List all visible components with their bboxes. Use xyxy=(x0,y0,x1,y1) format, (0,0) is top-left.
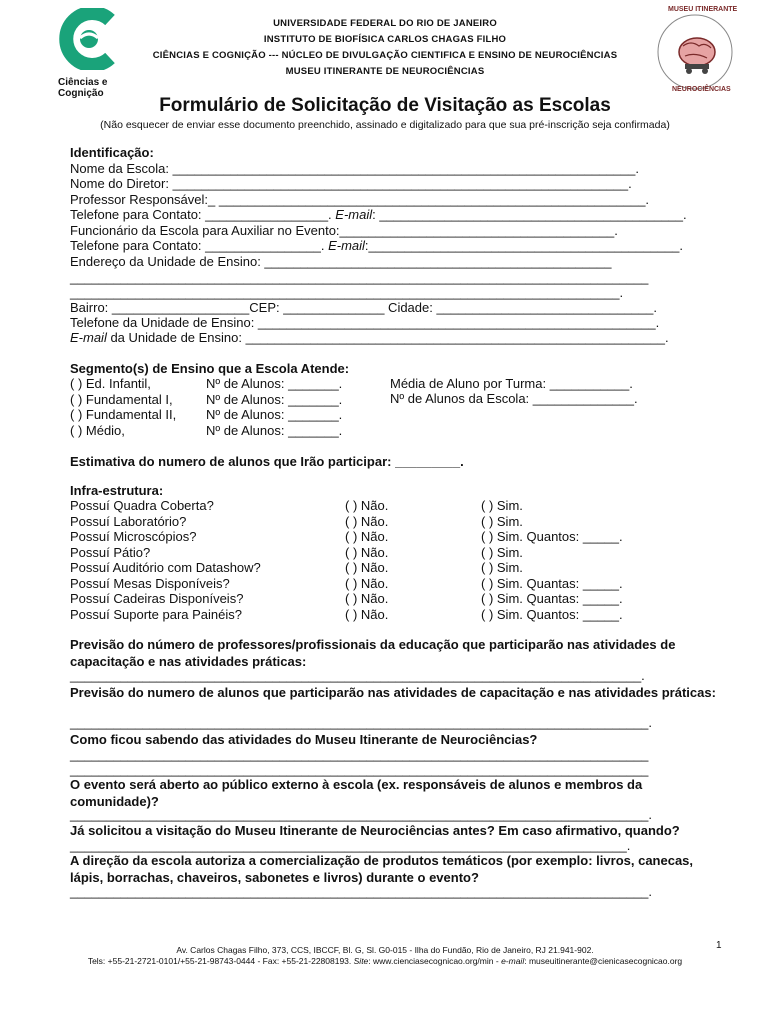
endereco-line-2[interactable]: ________________________________________________________________________________ xyxy=(70,270,649,285)
logo-text-1: Ciências e xyxy=(58,77,108,88)
infra-nao-checkbox[interactable]: ( ) Não. xyxy=(345,575,389,591)
answer-publico-externo-line[interactable]: ________________________________________________________________________________. xyxy=(70,807,653,822)
telefone-contato-1-field[interactable] xyxy=(70,207,687,222)
telefone-unidade-field[interactable]: Telefone da Unidade de Ensino: _______________________________________________________. xyxy=(70,315,660,330)
header-line-4: MUSEU ITINERANTE DE NEUROCIÊNCIAS xyxy=(285,66,485,77)
infra-nao-checkbox[interactable]: ( ) Não. xyxy=(345,529,389,544)
infra-nao-checkbox[interactable]: ( ) Não. xyxy=(345,606,389,622)
infra-sim-checkbox[interactable]: ( ) Sim. xyxy=(481,560,523,575)
infra-sim-checkbox[interactable]: ( ) Sim. Quantas: _____. xyxy=(481,591,623,606)
logo-text-2: Cognição xyxy=(58,88,104,99)
estimativa-field[interactable]: Estimativa do numero de alunos que Irão participar: _________. xyxy=(70,454,464,469)
segmento-checkbox[interactable]: ( ) Fundamental I, xyxy=(70,391,173,407)
segmento-alunos-field[interactable]: Nº de Alunos: _______. xyxy=(206,422,343,438)
telefone-2-label: Telefone para Contato: ________________. xyxy=(70,238,329,253)
email-unidade-label: E-mail xyxy=(70,330,107,345)
email-label-2: E-mail xyxy=(328,238,365,253)
telefone-contato-2-field[interactable] xyxy=(70,238,683,253)
nome-escola-field[interactable]: Nome da Escola: ________________________________________________________________. xyxy=(70,161,639,176)
segmento-checkbox[interactable]: ( ) Médio, xyxy=(70,422,125,438)
header-line-2: INSTITUTO DE BIOFÍSICA CARLOS CHAGAS FILHO xyxy=(263,34,507,45)
right-logo-text-top: MUSEU ITINERANTE xyxy=(668,6,738,13)
segmento-alunos-field[interactable]: Nº de Alunos: _______. xyxy=(206,407,343,422)
form-title: Formulário de Solicitação de Visitação as Escolas xyxy=(159,95,611,116)
infra-question: Possuí Quadra Coberta? xyxy=(70,498,214,513)
infra-sim-checkbox[interactable]: ( ) Sim. Quantos: _____. xyxy=(481,529,623,544)
answer-como-soube-line-1[interactable]: ________________________________________________________________________________ xyxy=(70,747,649,762)
footer-site[interactable]: : www.cienciasecognicao.org/min - xyxy=(368,956,502,966)
segmento-checkbox[interactable]: ( ) Fundamental II, xyxy=(70,407,177,422)
infra-question: Possuí Mesas Disponíveis? xyxy=(70,575,230,591)
question-publico-externo: O evento será aberto ao público externo à escola (ex. responsáveis de alunos e membros da comunidade)? xyxy=(70,777,643,809)
infra-question: Possuí Suporte para Painéis? xyxy=(70,606,242,622)
footer-email[interactable]: : museuitinerante@cienicasecognicao.org xyxy=(524,956,683,966)
segmentos-heading: Segmento(s) de Ensino que a Escola Atende: xyxy=(70,361,350,376)
endereco-line-3[interactable]: ____________________________________________________________________________. xyxy=(70,285,624,300)
segmento-checkbox[interactable]: ( ) Ed. Infantil, xyxy=(70,376,151,391)
segmento-alunos-field[interactable]: Nº de Alunos: _______. xyxy=(206,391,343,407)
infra-question: Possuí Auditório com Datashow? xyxy=(70,560,261,575)
footer-tels: Tels: +55-21-2721-0101/+55-21-98743-0444 - Fax: +55-21-22808193. xyxy=(87,956,354,966)
form-subtitle: (Não esquecer de enviar esse documento preenchido, assinado e digitalizado para que sua pré-inscrição seja confirmada) xyxy=(100,119,670,131)
media-turma-field[interactable]: Média de Aluno por Turma: ___________. xyxy=(390,376,633,391)
infra-nao-checkbox[interactable]: ( ) Não. xyxy=(345,591,389,606)
answer-comercializacao-line[interactable]: ________________________________________________________________________________. xyxy=(70,884,653,899)
question-visitacao-antes: Já solicitou a visitação do Museu Itinerante de Neurociências antes? Em caso afirmativo, quando? xyxy=(70,823,680,838)
infra-sim-checkbox[interactable]: ( ) Sim. Quantos: _____. xyxy=(481,606,623,622)
header-line-1: UNIVERSIDADE FEDERAL DO RIO DE JANEIRO xyxy=(273,18,497,29)
answer-como-soube-line-2[interactable]: ________________________________________________________________________________ xyxy=(70,762,649,777)
answer-alunos-line[interactable]: ________________________________________________________________________________. xyxy=(70,715,653,730)
email-2-fill: :___________________________________________. xyxy=(364,238,684,253)
email-unidade-field[interactable] xyxy=(70,330,669,345)
page-number: 1 xyxy=(716,940,722,951)
infra-sim-checkbox[interactable]: ( ) Sim. xyxy=(481,544,523,560)
question-alunos: Previsão do numero de alunos que participarão nas atividades de capacitação e nas atividades práticas: xyxy=(70,685,716,700)
answer-visitacao-antes-line[interactable]: _____________________________________________________________________________. xyxy=(70,838,631,853)
email-label-1: E-mail xyxy=(335,207,373,222)
infra-question: Possuí Pátio? xyxy=(70,544,151,560)
infra-sim-checkbox[interactable]: ( ) Sim. xyxy=(481,513,523,529)
telefone-1-label: Telefone para Contato: _________________. xyxy=(70,207,336,222)
funcionario-field[interactable]: Funcionário da Escola para Auxiliar no Evento:______________________________________. xyxy=(70,223,618,238)
right-logo-text-bottom: NEUROCIÊNCIAS xyxy=(672,86,731,93)
infra-question: Possuí Microscópios? xyxy=(70,529,197,544)
infra-sim-checkbox[interactable]: ( ) Sim. Quantas: _____. xyxy=(481,575,623,591)
infra-sim-checkbox[interactable]: ( ) Sim. xyxy=(481,498,523,513)
alunos-escola-field[interactable]: Nº de Alunos da Escola: ______________. xyxy=(390,391,638,406)
infra-nao-checkbox[interactable]: ( ) Não. xyxy=(345,513,389,529)
header-line-3: CIÊNCIAS E COGNIÇÃO --- NÚCLEO DE DIVULGAÇÃO CIENTIFICA E ENSINO DE NEUROCIÊNCIAS xyxy=(152,50,618,61)
segmento-alunos-field[interactable]: Nº de Alunos: _______. xyxy=(206,376,343,391)
infra-question: Possuí Cadeiras Disponíveis? xyxy=(70,591,244,606)
infra-nao-checkbox[interactable]: ( ) Não. xyxy=(345,544,389,560)
footer-address: Av. Carlos Chagas Filho, 373, CCS, IBCCF, Bl. G, Sl. G0-015 - Ilha do Fundão, Rio de Janeiro, RJ 21.941-902. xyxy=(176,945,594,955)
footer-site-label: Site xyxy=(353,956,369,966)
infra-nao-checkbox[interactable]: ( ) Não. xyxy=(345,498,389,513)
endereco-field[interactable]: Endereço da Unidade de Ensino: ________________________________________________ xyxy=(70,254,612,269)
question-como-soube: Como ficou sabendo das atividades do Museu Itinerante de Neurociências? xyxy=(70,732,538,747)
email-unidade-fill: da Unidade de Ensino: __________________________________________________________. xyxy=(106,330,669,345)
answer-professores-line[interactable]: _______________________________________________________________________________. xyxy=(70,668,645,683)
professor-field[interactable]: Professor Responsável:_ ___________________________________________________________. xyxy=(70,192,650,207)
infra-heading: Infra-estrutura: xyxy=(70,483,164,498)
question-comercializacao: A direção da escola autoriza a comercialização de produtos temáticos (por exemplo: livros, canecas, lápis, borrachas, chaveiros, sabonetes e livros) durante o evento? xyxy=(70,853,694,885)
question-professores: Previsão do número de professores/profissionais da educação que participarão nas atividades de capacitação e nas atividades práticas: xyxy=(70,637,676,669)
bairro-cep-cidade-field[interactable]: Bairro: ___________________CEP: ______________ Cidade: ______________________________. xyxy=(70,300,657,315)
identificacao-heading: Identificação: xyxy=(70,145,154,160)
nome-diretor-field[interactable]: Nome do Diretor: _______________________________________________________________. xyxy=(70,176,632,191)
infra-question: Possuí Laboratório? xyxy=(70,513,187,529)
footer-email-label: e-mail xyxy=(501,956,525,966)
infra-nao-checkbox[interactable]: ( ) Não. xyxy=(345,560,389,575)
email-1-fill: : __________________________________________. xyxy=(372,207,687,222)
footer-contacts xyxy=(0,956,770,966)
